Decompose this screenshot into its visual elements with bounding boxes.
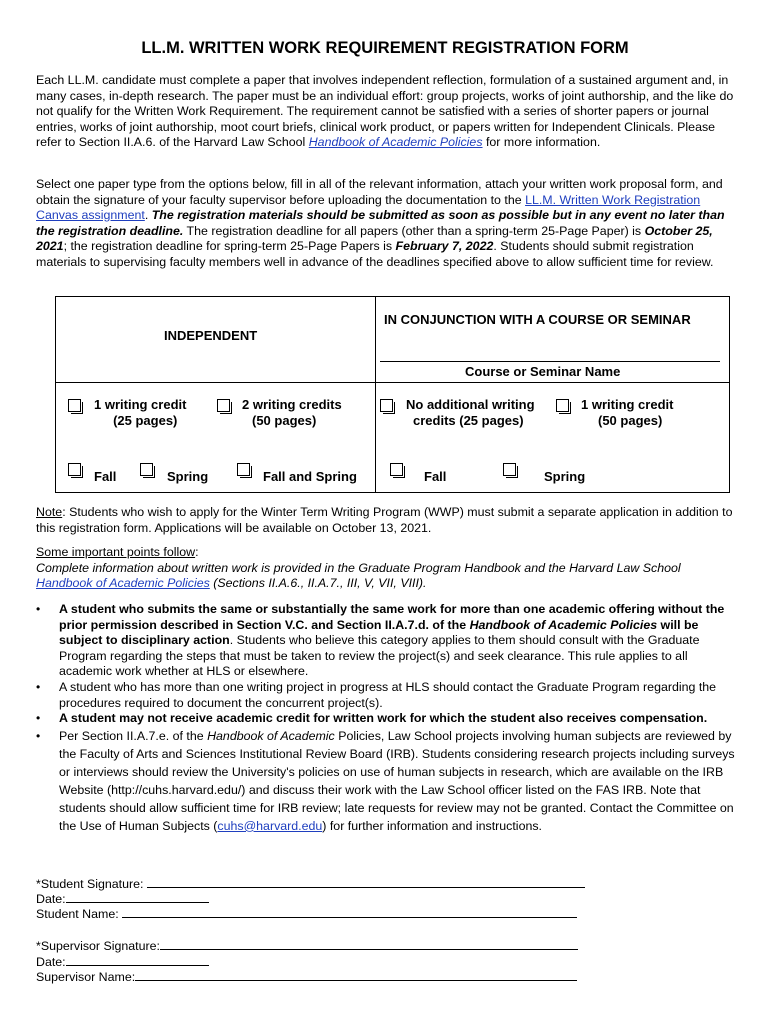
points-heading-paragraph [36,545,736,592]
instr-deadline-emphasis: The registration materials should be submitted as soon as possible but in any event no later than the registration deadline. [36,208,725,238]
instr-p2: . [144,208,152,223]
student-signature-field[interactable] [147,876,585,888]
student-name-field[interactable] [122,906,577,918]
list-item: • A student who has more than one writing project in progress at HLS should contact the Graduate Program regarding the procedures required to document the concurrent project(s). [36,680,736,711]
course-name-line [380,361,720,362]
instr-p4: ; the registration deadline for spring-term 25-Page Papers is [63,239,396,254]
checkbox-conj-1-credit[interactable] [556,399,569,412]
paper-type-table [55,296,730,493]
canvas-assignment-link[interactable]: LL.M. Written Work Registration Canvas assignment [36,192,701,223]
supervisor-signature-field[interactable] [160,938,578,950]
course-name-field[interactable] [375,297,730,382]
deadline-date-2: February 7, 2022 [395,239,494,254]
ind-2-credits-label: 2 writing credits (50 pages) [242,397,342,428]
table-divider-horizontal [56,382,729,383]
note-paragraph [36,505,736,536]
ind-1-credit-label: 1 writing credit (25 pages) [94,397,187,428]
conj-fall-label: Fall [424,469,447,484]
checkbox-conj-spring[interactable] [503,463,516,476]
checkbox-conj-fall[interactable] [390,463,403,476]
checkbox-conj-no-additional[interactable] [380,399,393,412]
note-label: Note [36,505,63,519]
conj-no-additional-label: No additional writing credits (25 pages) [406,397,535,428]
cuhs-email-link[interactable]: cuhs@harvard.edu [217,818,323,833]
points-intro: Complete information about written work is provided in the Graduate Program Handbook and the Harvard Law School [36,560,681,575]
conj-1-credit-label: 1 writing credit (50 pages) [581,397,674,428]
student-name-label: Student Name: [36,907,119,921]
instr-p3: The registration deadline for all papers (other than a spring-term 25-Page Paper) is [183,223,645,238]
instructions-paragraph [36,177,736,271]
points-heading: Some important points follow [36,545,196,559]
list-item: • A student may not receive academic credit for written work for which the student also receives compensation. [36,711,736,727]
conj-spring-label: Spring [544,469,586,484]
supervisor-name-field[interactable] [135,969,577,981]
student-name-row [36,906,577,923]
conjunction-header: IN CONJUNCTION WITH A COURSE OR SEMINAR [384,312,691,327]
list-item: • A student who submits the same or substantially the same work for more than one academic offering without the prior permission described in Section V.C. and Section II.A.7.d. of the Handbook of Academic Policies will be subject to disciplinary action. Students who believe this category applies to them should consult with the Graduate Program regarding the steps that must be taken to review the project(s) and seek clearance. This rule applies to all academic work whether at HLS or elsewhere. [36,602,736,680]
checkbox-ind-2-credits[interactable] [217,399,230,412]
important-points-list [36,602,736,835]
fall-label: Fall [94,469,117,484]
points-heading-colon: : [195,545,199,559]
intro-paragraph [36,73,736,151]
points-intro-tail: (Sections II.A.6., II.A.7., III, V, VII, VIII). [209,576,427,591]
supervisor-name-label: Supervisor Name: [36,970,136,984]
checkbox-fall-and-spring[interactable] [237,463,250,476]
instr-p5: . Students should submit registration materials to supervising faculty members well in advance of the deadlines specified above to allow sufficient time for review. [36,239,714,269]
course-name-label: Course or Seminar Name [465,364,621,379]
checkbox-fall[interactable] [68,463,81,476]
page-title: LL.M. WRITTEN WORK REQUIREMENT REGISTRATION FORM [141,39,629,57]
supervisor-signature-label: *Supervisor Signature: [36,939,160,953]
handbook-link-2[interactable]: Handbook of Academic Policies [36,576,210,591]
instr-p1: Select one paper type from the options below, fill in all of the relevant information, attach your written work proposal form, and obtain the signature of your faculty supervisor before uploading the documentation to the [36,177,723,207]
fall-and-spring-label: Fall and Spring [263,469,357,484]
student-date-label: Date: [36,892,66,906]
supervisor-name-row [36,969,577,986]
student-date-field[interactable] [66,891,209,903]
checkbox-spring[interactable] [140,463,153,476]
deadline-date-1: October 25, 2021 [36,223,713,254]
supervisor-signature-row [36,938,578,955]
checkbox-ind-1-credit[interactable] [68,399,81,412]
student-signature-label: *Student Signature: [36,877,144,891]
handbook-link[interactable]: Handbook of Academic Policies [308,135,483,150]
list-item: • Per Section II.A.7.e. of the Handbook of Academic Policies, Law School projects involving human subjects are reviewed by the Faculty of Arts and Sciences Institutional Review Board (IRB). Students considering research projects including surveys or interviews should review the University's policies on use of human subjects in research, which are available on the IRB Website (http://cuhs.harvard.edu/) and discuss their work with the Law School officer listed on the FAS IRB. Note that students should allow sufficient time for IRB review; late requests for review may not be granted. Contact the Committee on the Use of Human Subjects (cuhs@harvard.edu) for further information and instructions. [36,727,736,835]
spring-label: Spring [167,469,209,484]
independent-header: INDEPENDENT [164,328,258,343]
supervisor-date-label: Date: [36,955,66,969]
note-text: : Students who wish to apply for the Winter Term Writing Program (WWP) must submit a separate application in addition to this registration form. Applications will be available on October 13, 2021. [36,505,733,535]
intro-text: Each LL.M. candidate must complete a paper that involves independent reflection, formulation of a sustained argument and, in many cases, in-depth research. The paper must be an individual effort: group projects, works of joint authorship, and the like do not qualify for the Written Work Requirement. The requirement cannot be satisfied with a series of shorter papers or journal entries, works of joint authorship, moot court briefs, clinical work product, or papers written for Independent Clinicals. Please refer to Section II.A.6. of the Harvard Law School [36,73,734,150]
intro-tail: for more information. [482,135,601,150]
supervisor-date-field[interactable] [66,954,209,966]
